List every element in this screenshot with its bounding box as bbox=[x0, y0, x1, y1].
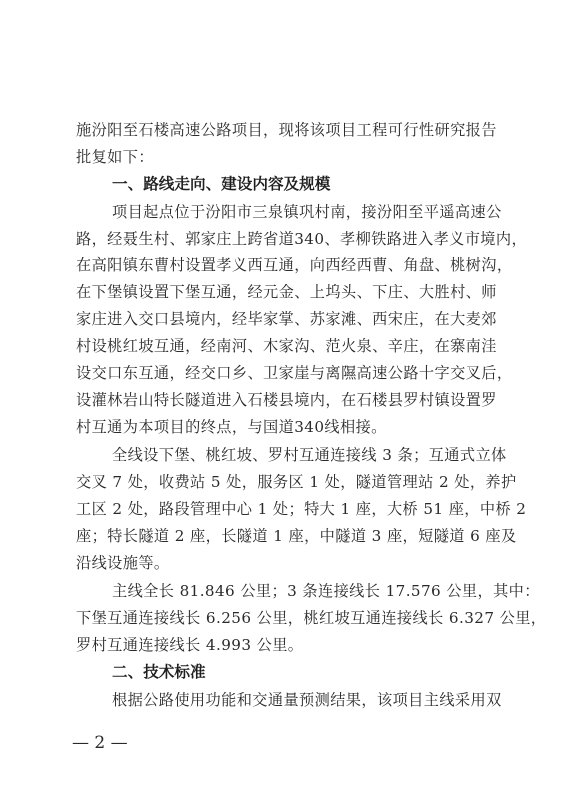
body-line: 罗村互通连接线长 4.993 公里。 bbox=[76, 636, 304, 654]
body-line: 路，经聂生村、郭家庄上跨省道340、孝柳铁路进入孝义市境内， bbox=[76, 230, 528, 248]
body-line: 施汾阳至石楼高速公路项目，现将该项目工程可行性研究报告 bbox=[76, 121, 497, 139]
section-heading-2: 二、技术标准 bbox=[112, 663, 206, 681]
body-line: 设交口东互通，经交口乡、卫家崖与离隰高速公路十字交叉后， bbox=[76, 364, 513, 382]
body-line: 主线全长 81.846 公里；3 条连接线长 17.576 公里，其中： bbox=[112, 582, 540, 600]
body-line: 项目起点位于汾阳市三泉镇巩村南，接汾阳至平遥高速公 bbox=[112, 203, 502, 221]
body-line: 工区 2 处，路段管理中心 1 处；特大 1 座，大桥 51 座，中桥 2 bbox=[76, 500, 527, 518]
body-line: 沿线设施等。 bbox=[76, 554, 170, 572]
body-line: 全线设下堡、桃红坡、罗村互通连接线 3 条；互通式立体 bbox=[112, 446, 507, 464]
body-line: 根据公路使用功能和交通量预测结果，该项目主线采用双 bbox=[112, 691, 502, 709]
section-heading-1: 一、路线走向、建设内容及规模 bbox=[112, 175, 331, 193]
body-line: 座；特长隧道 2 座，长隧道 1 座，中隧道 3 座，短隧道 6 座及 bbox=[76, 527, 517, 545]
body-line: 在下堡镇设置下堡互通，经元金、上坞头、下庄、大胜村、师 bbox=[76, 283, 497, 301]
body-line: 批复如下： bbox=[76, 148, 154, 166]
body-line: 下堡互通连接线长 6.256 公里，桃红坡互通连接线长 6.327 公里， bbox=[76, 609, 547, 627]
body-line: 村互通为本项目的终点，与国道340线相接。 bbox=[76, 418, 387, 436]
body-line: 交叉 7 处，收费站 5 处，服务区 1 处，隧道管理站 2 处，养护 bbox=[76, 473, 517, 491]
body-line: 家庄进入交口县境内，经毕家掌、苏家滩、西宋庄，在大麦郊 bbox=[76, 310, 497, 328]
body-line: 在高阳镇东曹村设置孝义西互通，向西经西曹、角盘、桃树沟， bbox=[76, 256, 513, 274]
body-line: 设灌林岩山特长隧道进入石楼县境内，在石楼县罗村镇设置罗 bbox=[76, 391, 497, 409]
body-line: 村设桃红坡互通，经南河、木家沟、范火泉、辛庄，在寨南洼 bbox=[76, 337, 497, 355]
page-number: — 2 — bbox=[72, 733, 128, 753]
